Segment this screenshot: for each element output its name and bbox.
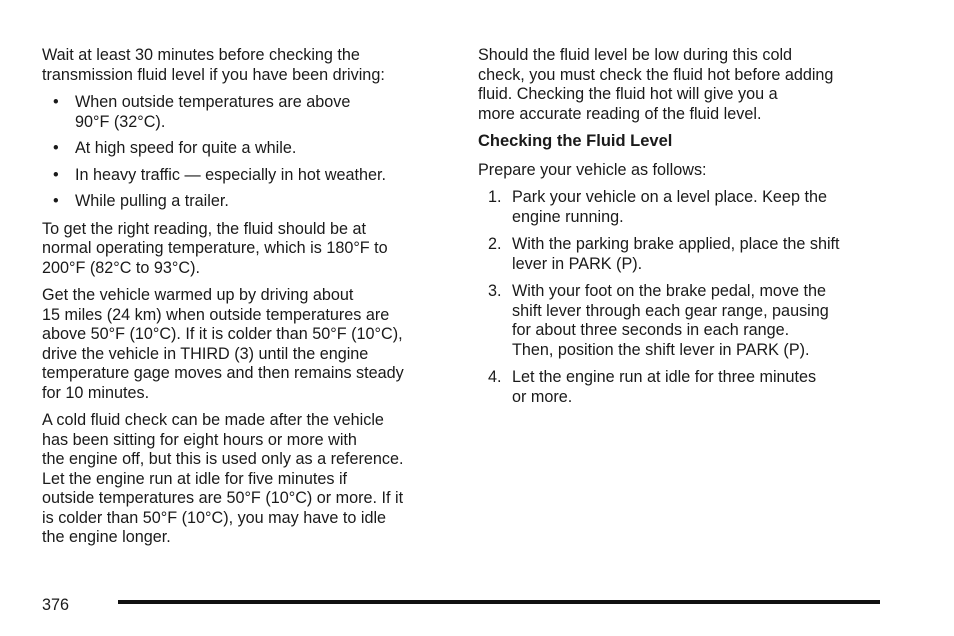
step-text: With the parking brake applied, place the shift lever in PARK (P).: [512, 235, 840, 273]
list-item: • In heavy traffic — especially in hot weather.: [42, 166, 452, 186]
step-number: 3.: [488, 282, 502, 300]
cold-check-paragraph: A cold fluid check can be made after the vehicle has been sitting for eight hours or more with the engine off, but this is used only as a reference. Let the engine run at idle for five minutes if outside temperatures are 50°F (10°C) or more. If it is colder than 50°F (10°C), you may have to idle the engine longer.: [42, 411, 404, 546]
conditions-list: [42, 93, 452, 212]
right-column: [478, 46, 888, 415]
steps-list: [478, 188, 888, 407]
step-text: Let the engine run at idle for three minutes or more.: [512, 368, 817, 406]
step-item: [478, 368, 888, 407]
prepare-paragraph: Prepare your vehicle as follows:: [478, 160, 707, 179]
step-number: 4.: [488, 368, 502, 386]
list-item: • At high speed for quite a while.: [42, 139, 452, 159]
footer-rule: [118, 600, 880, 604]
step-text: Park your vehicle on a level place. Keep the engine running.: [512, 188, 827, 226]
step-number: 1.: [488, 188, 502, 206]
page-number: 376: [42, 596, 70, 614]
section-heading: Checking the Fluid Level: [478, 132, 673, 150]
left-column: [42, 46, 452, 556]
step-item: [478, 188, 888, 227]
step-text: With your foot on the brake pedal, move the shift lever through each gear range, pausing for about three seconds in each range. Then, position the shift lever in PARK (P).: [512, 282, 829, 359]
step-item: [478, 235, 888, 274]
list-item: • While pulling a trailer.: [42, 192, 452, 212]
operating-temperature-paragraph: To get the right reading, the fluid should be at normal operating temperature, which is 180°F to 200°F (82°C to 93°C).: [42, 219, 388, 277]
low-fluid-paragraph: Should the fluid level be low during this cold check, you must check the fluid hot before adding fluid. Checking the fluid hot will give you a more accurate reading of the fluid level.: [478, 46, 834, 123]
warm-up-paragraph: Get the vehicle warmed up by driving about 15 miles (24 km) when outside temperatures are above 50°F (10°C). If it is colder than 50°F (10°C), drive the vehicle in THIRD (3) until the engine temperature gage moves and then remains steady for 10 minutes.: [42, 286, 404, 402]
step-number: 2.: [488, 235, 502, 253]
intro-paragraph: Wait at least 30 minutes before checking the transmission fluid level if you have been driving:: [42, 46, 385, 84]
step-item: [478, 282, 888, 360]
list-item: • When outside temperatures are above 90°F (32°C).: [42, 93, 452, 132]
